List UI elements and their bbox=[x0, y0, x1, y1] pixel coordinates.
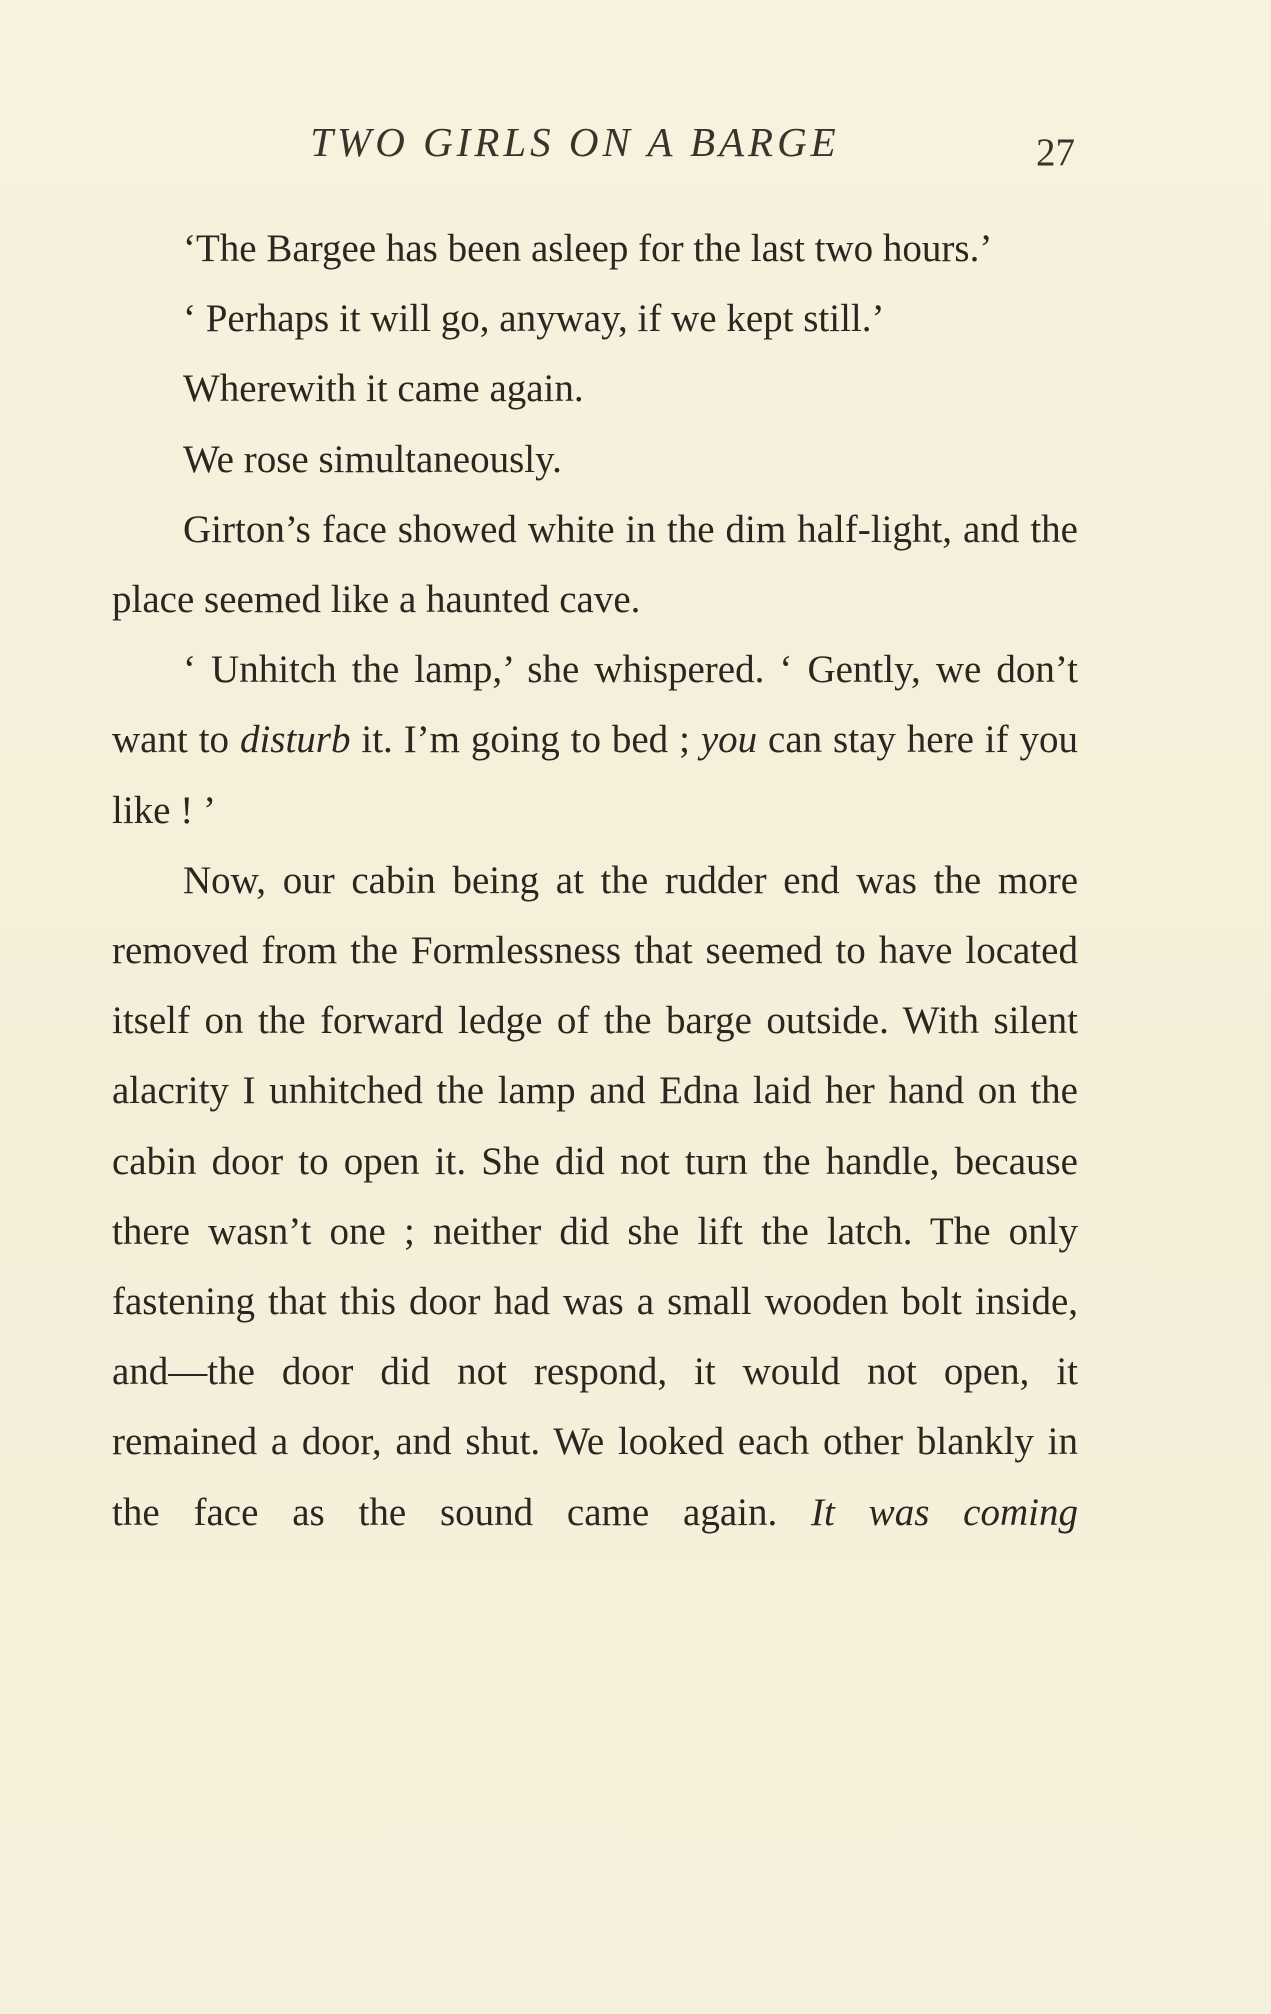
text-run: We rose simultaneously. bbox=[183, 437, 562, 481]
body-text bbox=[112, 214, 1078, 1548]
text-run: ‘The Bargee has been asleep for the last two hours.’ bbox=[183, 227, 993, 270]
paragraph bbox=[112, 635, 1078, 846]
text-run: Wherewith it came again. bbox=[183, 367, 584, 411]
italic-text: It was coming bbox=[811, 1490, 1078, 1534]
italic-text: disturb bbox=[239, 718, 351, 762]
paragraph bbox=[112, 846, 1078, 1548]
paragraph bbox=[112, 354, 1078, 424]
text-run: Now, our cabin being at the rudder end was the more removed from the Formlessness that seemed to have located itself on the forward ledge of the barge outside. With silent alacrity I unhitched the lamp and Edna laid her hand on the cabin door to open it. She did not turn the handle, because there wasn’t one ; neither did she lift the latch. The only fastening that this door had was a small wooden bolt inside, and—the door did not respond, it would not open, it remained a door, and shut. We looked each other blankly in the face as the sound came again. bbox=[112, 858, 1078, 1534]
text-run: it. I’m going to bed ; bbox=[350, 718, 701, 762]
paragraph bbox=[112, 214, 1078, 284]
italic-text: you bbox=[700, 718, 758, 762]
page-number: 27 bbox=[1036, 131, 1075, 174]
running-title: TWO GIRLS ON A BARGE bbox=[310, 119, 840, 165]
text-run: Girton’s face showed white in the dim half-light, and the place seemed like a haunted cave. bbox=[112, 507, 1078, 622]
paragraph bbox=[112, 425, 1078, 495]
page-header bbox=[0, 118, 1271, 178]
paragraph bbox=[112, 495, 1078, 635]
text-run: ‘ Perhaps it will go, anyway, if we kept still.’ bbox=[183, 297, 885, 341]
text-run: can stay here if you like ! ’ bbox=[112, 718, 1079, 832]
text-run: ‘ Unhitch the lamp,’ she whispered. ‘ Gently, we don’t want to bbox=[112, 648, 1078, 762]
paragraph bbox=[112, 284, 1078, 354]
